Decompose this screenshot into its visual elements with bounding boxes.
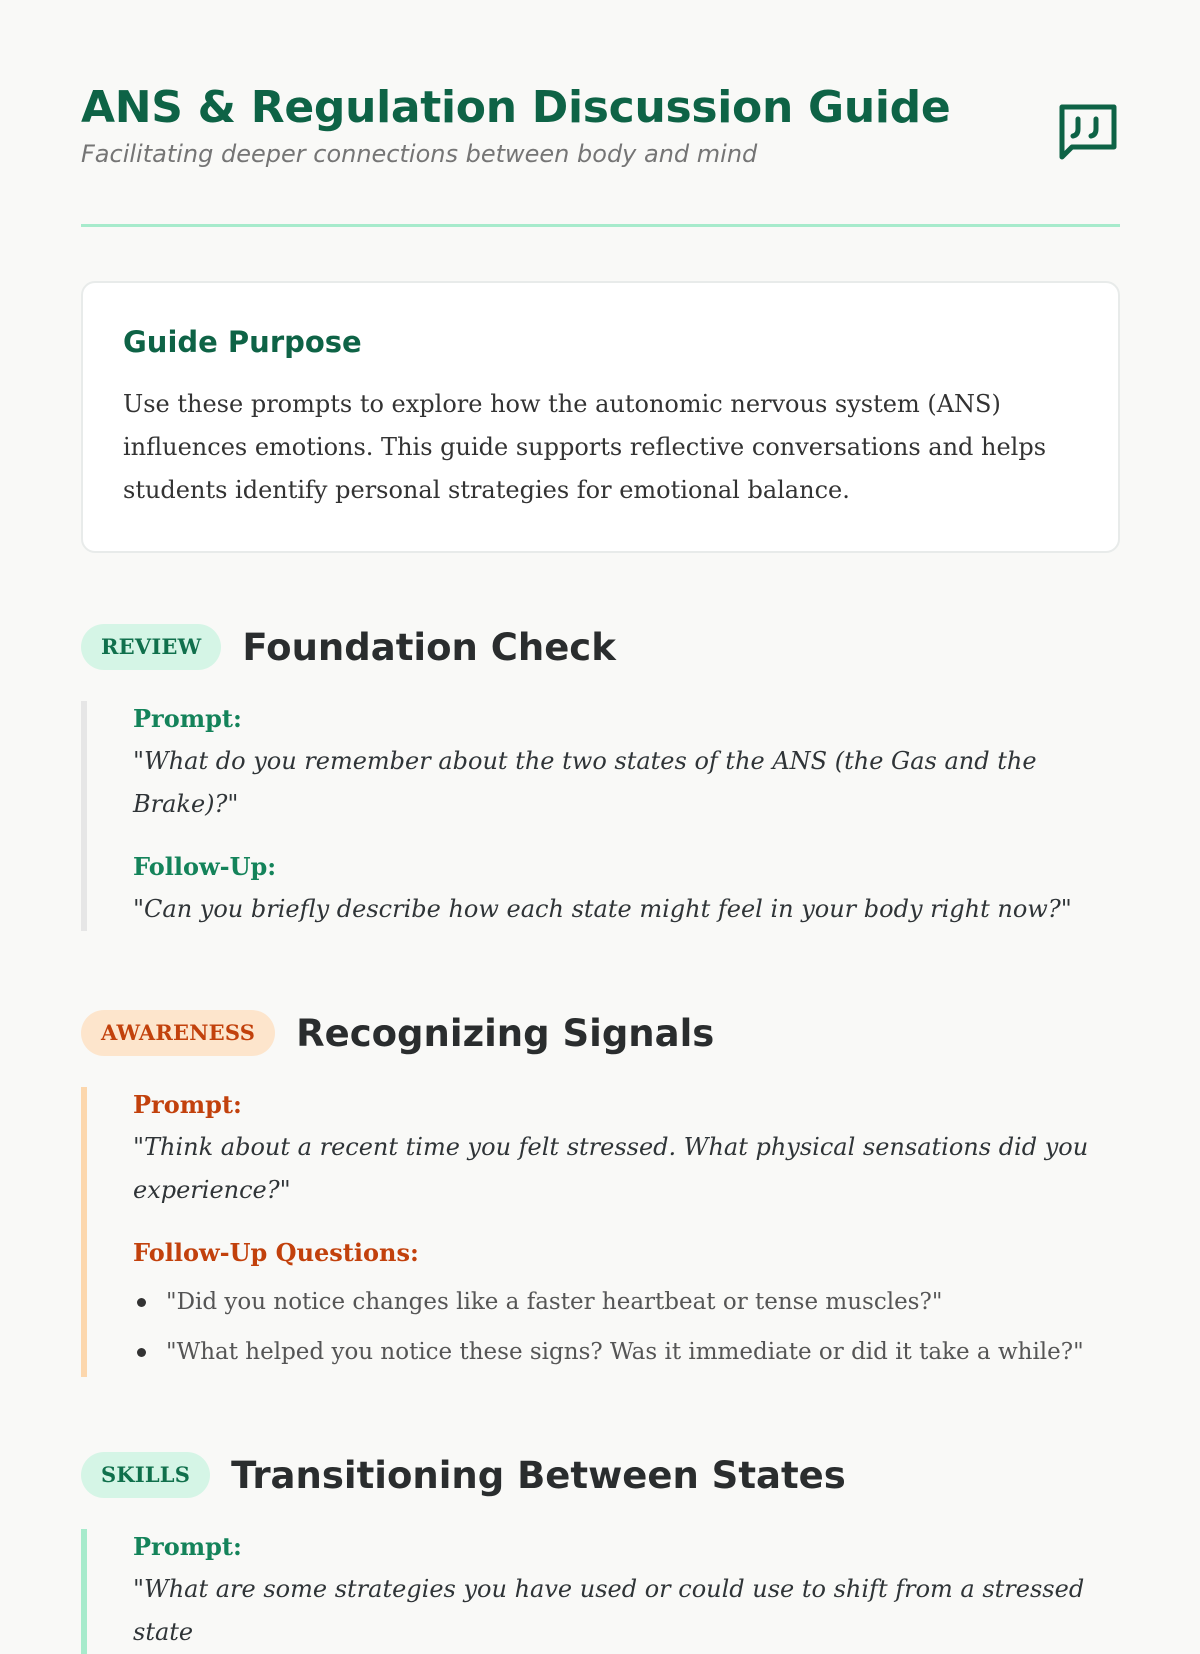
- page-title: ANS & Regulation Discussion Guide: [81, 82, 951, 133]
- prompt-label: Prompt:: [133, 1532, 242, 1561]
- prompt-text: "Think about a recent time you felt stressed. What physical sensations did you experience?": [133, 1133, 1089, 1204]
- section-title: Foundation Check: [242, 625, 616, 669]
- list-item: [133, 1277, 1120, 1327]
- prompt-label: Prompt:: [133, 1090, 242, 1119]
- section-badge: SKILLS: [81, 1452, 210, 1498]
- prompt-block: [133, 1087, 1120, 1212]
- prompt-label: Prompt:: [133, 704, 242, 733]
- list-item-text: "What helped you notice these signs? Was it immediate or did it take a while?": [166, 1339, 1084, 1365]
- prompt-block: [133, 701, 1120, 826]
- section-title: Transitioning Between States: [231, 1453, 846, 1497]
- section-body: [81, 1529, 1120, 1654]
- section-body: [81, 1087, 1120, 1377]
- bullet-icon: [137, 1298, 146, 1307]
- list-item-text: "Did you notice changes like a faster heartbeat or tense muscles?": [166, 1289, 943, 1315]
- section-body: [81, 701, 1120, 931]
- guide-purpose-card: [81, 281, 1120, 553]
- followup-label: Follow-Up:: [133, 852, 277, 881]
- section-recognizing-signals: [81, 1009, 1120, 1377]
- prompt-block: [133, 1529, 1120, 1654]
- section-badge: AWARENESS: [81, 1010, 275, 1056]
- section-header: [81, 623, 1120, 671]
- section-header: [81, 1009, 1120, 1057]
- section-badge: REVIEW: [81, 624, 221, 670]
- quote-bubble-icon: [1056, 101, 1120, 165]
- followup-block: [133, 1235, 1120, 1377]
- section-header: [81, 1451, 1120, 1499]
- bullet-icon: [137, 1348, 146, 1357]
- prompt-text: "What do you remember about the two states of the ANS (the Gas and the Brake)?": [133, 747, 1037, 818]
- prompt-text: "What are some strategies you have used or could use to shift from a stressed state: [133, 1575, 1085, 1646]
- list-item: [133, 1327, 1120, 1377]
- purpose-text: Use these prompts to explore how the autonomic nervous system (ANS) influences emotions. This guide supports reflective conversations and helps students identify personal strategies for emotional balance.: [123, 390, 1047, 504]
- section-foundation-check: [81, 623, 1120, 931]
- followup-text: "Can you briefly describe how each state might feel in your body right now?": [133, 895, 1072, 923]
- purpose-title: Guide Purpose: [123, 325, 362, 359]
- page-subtitle: Facilitating deeper connections between body and mind: [81, 140, 758, 168]
- followup-label: Follow-Up Questions:: [133, 1238, 419, 1267]
- section-title: Recognizing Signals: [296, 1011, 715, 1055]
- followup-block: [133, 849, 1120, 931]
- page-header: [81, 0, 1120, 227]
- section-transitioning-between-states: [81, 1451, 1120, 1654]
- followup-list: [133, 1277, 1120, 1377]
